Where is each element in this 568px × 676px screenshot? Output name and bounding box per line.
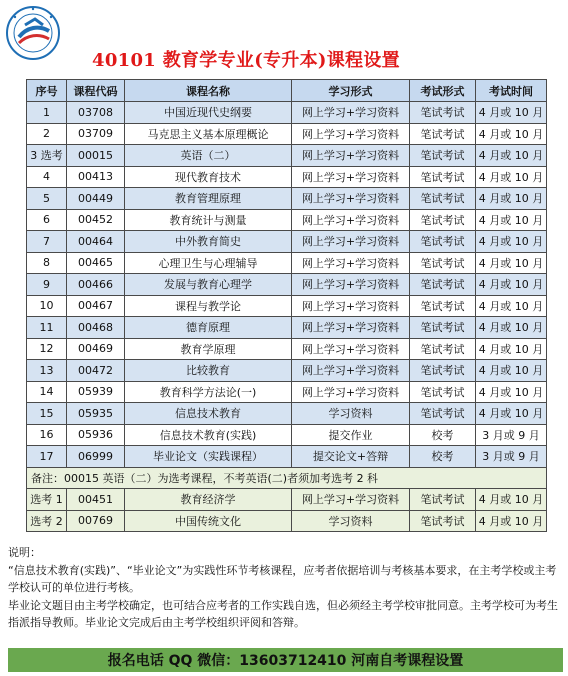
table-row	[27, 424, 547, 446]
table-cell: 13	[27, 360, 67, 382]
table-cell: 00464	[67, 231, 125, 253]
table-cell: 毕业论文（实践课程）	[125, 446, 292, 468]
table-cell: 现代教育技术	[125, 166, 292, 188]
table-row	[27, 295, 547, 317]
column-header: 课程代码	[67, 80, 125, 102]
table-cell: 00015	[67, 145, 125, 167]
table-cell: 教育经济学	[125, 489, 292, 511]
table-row	[27, 188, 547, 210]
table-cell: 4 月或 10 月	[476, 489, 547, 511]
table-cell: 4 月或 10 月	[476, 209, 547, 231]
table-cell: 笔试考试	[410, 317, 476, 339]
table-row	[27, 166, 547, 188]
table-cell: 教育科学方法论(一)	[125, 381, 292, 403]
table-cell: 4 月或 10 月	[476, 381, 547, 403]
table-cell: 05939	[67, 381, 125, 403]
table-cell: 教育管理原理	[125, 188, 292, 210]
table-cell: 笔试考试	[410, 489, 476, 511]
table-cell: 4 月或 10 月	[476, 231, 547, 253]
table-row	[27, 274, 547, 296]
table-cell: 网上学习+学习资料	[292, 123, 410, 145]
table-cell: 马克思主义基本原理概论	[125, 123, 292, 145]
notes-paragraph: 毕业论文题目由主考学校确定，也可结合应考者的工作实践自选，但必须经主考学校审批同意。主考学校可为考生指派指导教师。毕业论文完成后由主考学校组织评阅和答辩。	[8, 598, 558, 629]
table-cell: 17	[27, 446, 67, 468]
table-cell: 笔试考试	[410, 295, 476, 317]
column-header: 课程名称	[125, 80, 292, 102]
table-cell: 网上学习+学习资料	[292, 231, 410, 253]
table-cell: 笔试考试	[410, 145, 476, 167]
table-cell: 笔试考试	[410, 403, 476, 425]
table-cell: 笔试考试	[410, 381, 476, 403]
table-cell: 00452	[67, 209, 125, 231]
table-cell: 发展与教育心理学	[125, 274, 292, 296]
table-note-row	[27, 467, 547, 489]
table-cell: 中外教育简史	[125, 231, 292, 253]
table-cell: 4 月或 10 月	[476, 510, 547, 532]
table-cell: 教育学原理	[125, 338, 292, 360]
table-cell: 网上学习+学习资料	[292, 274, 410, 296]
table-cell: 2	[27, 123, 67, 145]
table-cell: 4 月或 10 月	[476, 360, 547, 382]
table-cell: 笔试考试	[410, 231, 476, 253]
table-row	[27, 317, 547, 339]
table-cell: 9	[27, 274, 67, 296]
table-cell: 笔试考试	[410, 338, 476, 360]
table-cell: 1	[27, 102, 67, 124]
table-row	[27, 446, 547, 468]
table-cell: 4	[27, 166, 67, 188]
table-cell: 00467	[67, 295, 125, 317]
table-cell: 校考	[410, 424, 476, 446]
table-cell: 12	[27, 338, 67, 360]
table-cell: 5	[27, 188, 67, 210]
table-cell: 中国近现代史纲要	[125, 102, 292, 124]
table-row	[27, 489, 547, 511]
table-cell: 00451	[67, 489, 125, 511]
table-cell: 网上学习+学习资料	[292, 145, 410, 167]
university-seal-logo	[5, 5, 61, 61]
notes-section	[8, 544, 563, 632]
table-cell: 7	[27, 231, 67, 253]
table-cell: 3 月或 9 月	[476, 424, 547, 446]
table-cell: 信息技术教育	[125, 403, 292, 425]
table-cell: 10	[27, 295, 67, 317]
table-cell: 4 月或 10 月	[476, 252, 547, 274]
table-cell: 网上学习+学习资料	[292, 102, 410, 124]
table-cell: 4 月或 10 月	[476, 317, 547, 339]
table-cell: 网上学习+学习资料	[292, 188, 410, 210]
table-cell: 德育原理	[125, 317, 292, 339]
table-cell: 4 月或 10 月	[476, 338, 547, 360]
column-header: 考试时间	[476, 80, 547, 102]
table-row	[27, 338, 547, 360]
table-cell: 笔试考试	[410, 188, 476, 210]
contact-banner: 报名电话 QQ 微信：13603712410 河南自考课程设置	[8, 648, 563, 672]
table-cell: 4 月或 10 月	[476, 102, 547, 124]
table-cell: 4 月或 10 月	[476, 145, 547, 167]
table-cell: 网上学习+学习资料	[292, 209, 410, 231]
table-cell: 学习资料	[292, 510, 410, 532]
table-cell: 选考 2	[27, 510, 67, 532]
table-cell: 信息技术教育(实践)	[125, 424, 292, 446]
column-header: 序号	[27, 80, 67, 102]
table-cell: 教育统计与测量	[125, 209, 292, 231]
table-row	[27, 510, 547, 532]
table-cell: 00769	[67, 510, 125, 532]
table-cell: 笔试考试	[410, 360, 476, 382]
table-row	[27, 231, 547, 253]
table-cell: 网上学习+学习资料	[292, 489, 410, 511]
table-cell: 提交论文+答辩	[292, 446, 410, 468]
table-cell: 14	[27, 381, 67, 403]
table-cell: 00449	[67, 188, 125, 210]
table-cell: 05935	[67, 403, 125, 425]
table-cell: 网上学习+学习资料	[292, 252, 410, 274]
column-header: 学习形式	[292, 80, 410, 102]
table-cell: 11	[27, 317, 67, 339]
notes-paragraph: “信息技术教育(实践)”、“毕业论文”为实践性环节考核课程，应考者依据培训与考核基本要求，在主考学校或主考学校认可的单位进行考核。	[8, 563, 557, 594]
table-cell: 网上学习+学习资料	[292, 381, 410, 403]
table-cell: 4 月或 10 月	[476, 188, 547, 210]
table-cell: 笔试考试	[410, 166, 476, 188]
table-cell: 03709	[67, 123, 125, 145]
table-cell: 00468	[67, 317, 125, 339]
table-cell: 英语（二）	[125, 145, 292, 167]
table-cell: 16	[27, 424, 67, 446]
table-cell: 00466	[67, 274, 125, 296]
table-cell: 笔试考试	[410, 209, 476, 231]
table-cell: 4 月或 10 月	[476, 166, 547, 188]
table-header-row	[27, 80, 547, 102]
table-cell: 中国传统文化	[125, 510, 292, 532]
table-cell: 提交作业	[292, 424, 410, 446]
column-header: 考试形式	[410, 80, 476, 102]
table-cell: 4 月或 10 月	[476, 295, 547, 317]
table-cell: 比较教育	[125, 360, 292, 382]
table-row	[27, 123, 547, 145]
table-cell: 00469	[67, 338, 125, 360]
table-cell: 笔试考试	[410, 123, 476, 145]
table-cell: 网上学习+学习资料	[292, 317, 410, 339]
table-cell: 00472	[67, 360, 125, 382]
table-cell: 校考	[410, 446, 476, 468]
table-cell: 笔试考试	[410, 252, 476, 274]
course-table	[26, 79, 547, 532]
table-cell: 笔试考试	[410, 510, 476, 532]
page-title: 40101 教育学专业(专升本)课程设置	[92, 50, 400, 71]
table-cell: 网上学习+学习资料	[292, 295, 410, 317]
table-cell: 笔试考试	[410, 102, 476, 124]
table-cell: 3 月或 9 月	[476, 446, 547, 468]
table-cell: 笔试考试	[410, 274, 476, 296]
table-cell: 00413	[67, 166, 125, 188]
table-cell: 选考 1	[27, 489, 67, 511]
notes-label: 说明：	[8, 546, 41, 559]
table-cell: 00465	[67, 252, 125, 274]
table-cell: 网上学习+学习资料	[292, 166, 410, 188]
table-cell: 15	[27, 403, 67, 425]
table-cell: 网上学习+学习资料	[292, 360, 410, 382]
table-cell: 4 月或 10 月	[476, 403, 547, 425]
table-cell: 6	[27, 209, 67, 231]
table-row	[27, 403, 547, 425]
table-row	[27, 145, 547, 167]
header	[0, 0, 568, 80]
table-cell: 心理卫生与心理辅导	[125, 252, 292, 274]
table-row	[27, 102, 547, 124]
table-cell: 06999	[67, 446, 125, 468]
table-cell: 学习资料	[292, 403, 410, 425]
table-cell: 3 选考	[27, 145, 67, 167]
table-row	[27, 381, 547, 403]
table-cell: 8	[27, 252, 67, 274]
table-row	[27, 209, 547, 231]
table-cell: 05936	[67, 424, 125, 446]
table-row	[27, 360, 547, 382]
table-row	[27, 252, 547, 274]
table-cell: 4 月或 10 月	[476, 123, 547, 145]
table-cell: 网上学习+学习资料	[292, 338, 410, 360]
table-note: 备注：00015 英语（二）为选考课程，不考英语(二)者须加考选考 2 科	[27, 467, 547, 489]
table-cell: 4 月或 10 月	[476, 274, 547, 296]
table-cell: 课程与教学论	[125, 295, 292, 317]
table-cell: 03708	[67, 102, 125, 124]
